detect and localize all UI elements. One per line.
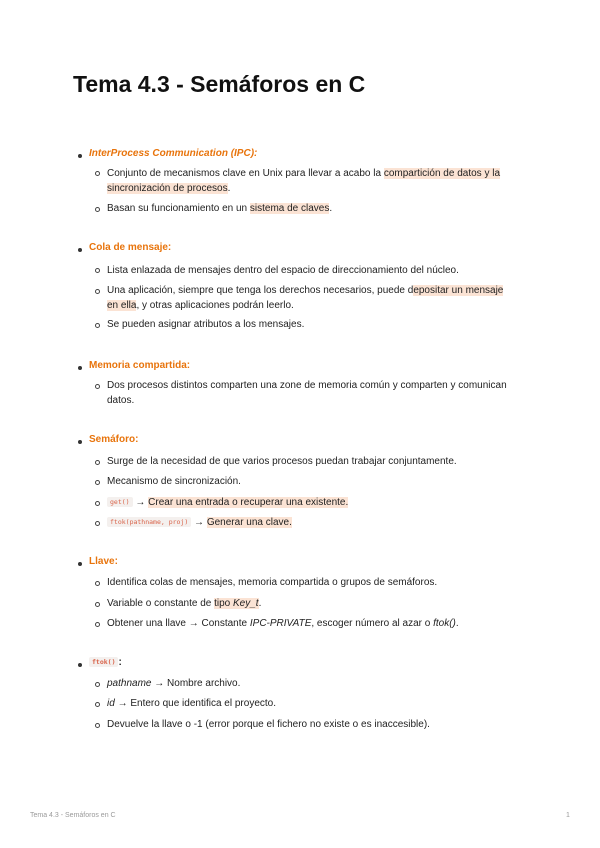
- text: Una aplicación, siempre que tenga los derechos necesarios, puede d: [107, 285, 414, 296]
- sub-bullet: [95, 480, 100, 485]
- bullet: [78, 366, 82, 370]
- sub-bullet: [95, 323, 100, 328]
- text: , y otras aplicaciones podrán leerlo.: [136, 300, 294, 311]
- sub-bullet: [95, 268, 100, 273]
- highlight: sistema de claves: [249, 203, 330, 214]
- text: Basan su funcionamiento en un: [107, 203, 250, 214]
- text: → Entero que identifica el proyecto.: [114, 698, 276, 709]
- page-number: 1: [566, 812, 570, 819]
- text: Conjunto de mecanismos clave en Unix para llevar a acabo la: [107, 168, 384, 179]
- text: ftok(): [433, 618, 456, 629]
- text: →: [191, 517, 207, 528]
- bullet: [78, 248, 82, 252]
- list-item: Mecanismo de sincronización.: [107, 476, 241, 487]
- section-heading-ftok: [89, 657, 122, 668]
- highlight: epositar un mensaje: [413, 285, 504, 296]
- text: Obtener una llave → Constante: [107, 618, 250, 629]
- highlight: sincronización de procesos: [107, 183, 228, 194]
- text: .: [227, 183, 231, 194]
- sub-bullet: [95, 682, 100, 687]
- ipc-heading-text: InterProcess Communication (IPC):: [89, 148, 258, 159]
- list-item: Se pueden asignar atributos a los mensajes.: [107, 319, 305, 330]
- list-item: [107, 696, 527, 711]
- sub-bullet: [95, 581, 100, 586]
- section-heading-memoria: Memoria compartida:: [89, 360, 191, 371]
- text: IPC-PRIVATE: [249, 618, 312, 629]
- sub-bullet: [95, 460, 100, 465]
- text: datos.: [107, 395, 135, 406]
- text: .: [258, 598, 262, 609]
- text: → Nombre archivo.: [151, 678, 241, 689]
- text: :: [118, 657, 122, 668]
- sub-bullet: [95, 622, 100, 627]
- text: .: [329, 203, 333, 214]
- page-title: Tema 4.3 - Semáforos en C: [73, 71, 366, 97]
- sub-bullet: [95, 521, 100, 526]
- sub-bullet: [95, 723, 100, 728]
- text: .: [455, 618, 459, 629]
- list-item: Identifica colas de mensajes, memoria compartida o grupos de semáforos.: [107, 577, 438, 588]
- text: Dos procesos distintos comparten una zone de memoria común y comparten y comunican: [107, 380, 507, 391]
- list-item: [107, 596, 527, 611]
- highlight: Crear una entrada o recuperar una existente.: [148, 497, 349, 508]
- text: Variable o constante de: [107, 598, 215, 609]
- text: pathname: [107, 678, 152, 689]
- list-item: Surge de la necesidad de que varios procesos puedan trabajar conjuntamente.: [107, 456, 457, 467]
- list-item: [107, 515, 527, 530]
- bullet: [78, 663, 82, 667]
- section-heading-llave: Llave:: [89, 556, 118, 567]
- code-snippet: get(): [107, 497, 133, 507]
- bullet: [78, 440, 82, 444]
- sub-bullet: [95, 289, 100, 294]
- list-item: [107, 283, 527, 313]
- code-snippet: ftok(): [89, 657, 118, 667]
- sub-bullet: [95, 384, 100, 389]
- highlight: en ella: [107, 300, 137, 311]
- text: →: [132, 497, 149, 508]
- list-item: Lista enlazada de mensajes dentro del espacio de direccionamiento del núcleo.: [107, 265, 459, 276]
- text: id: [107, 698, 115, 709]
- list-item: Devuelve la llave o -1 (error porque el fichero no existe o es inaccesible).: [107, 719, 430, 730]
- highlight: tipo: [214, 598, 234, 609]
- highlight: Generar una clave.: [206, 517, 292, 528]
- list-item: [107, 495, 527, 510]
- section-heading-semaforo: Semáforo:: [89, 434, 139, 445]
- sub-bullet: [95, 702, 100, 707]
- sub-bullet: [95, 602, 100, 607]
- sub-bullet: [95, 501, 100, 506]
- sub-bullet: [95, 207, 100, 212]
- section-heading-cola: Cola de mensaje:: [89, 242, 172, 253]
- list-item: [107, 676, 527, 691]
- list-item: [107, 201, 527, 216]
- highlight: Key_t: [233, 598, 259, 609]
- list-item: [107, 616, 527, 631]
- bullet: [78, 562, 82, 566]
- list-item: [107, 378, 527, 408]
- bullet: [78, 154, 82, 158]
- text: , escoger número al azar o: [311, 618, 434, 629]
- highlight: compartición de datos y la: [383, 168, 500, 179]
- list-item: [107, 166, 527, 196]
- sub-bullet: [95, 171, 100, 176]
- section-heading-ipc: [89, 148, 257, 159]
- code-snippet: ftok(pathname, proj): [107, 517, 191, 527]
- footer-title: Tema 4.3 - Semáforos en C: [30, 812, 116, 819]
